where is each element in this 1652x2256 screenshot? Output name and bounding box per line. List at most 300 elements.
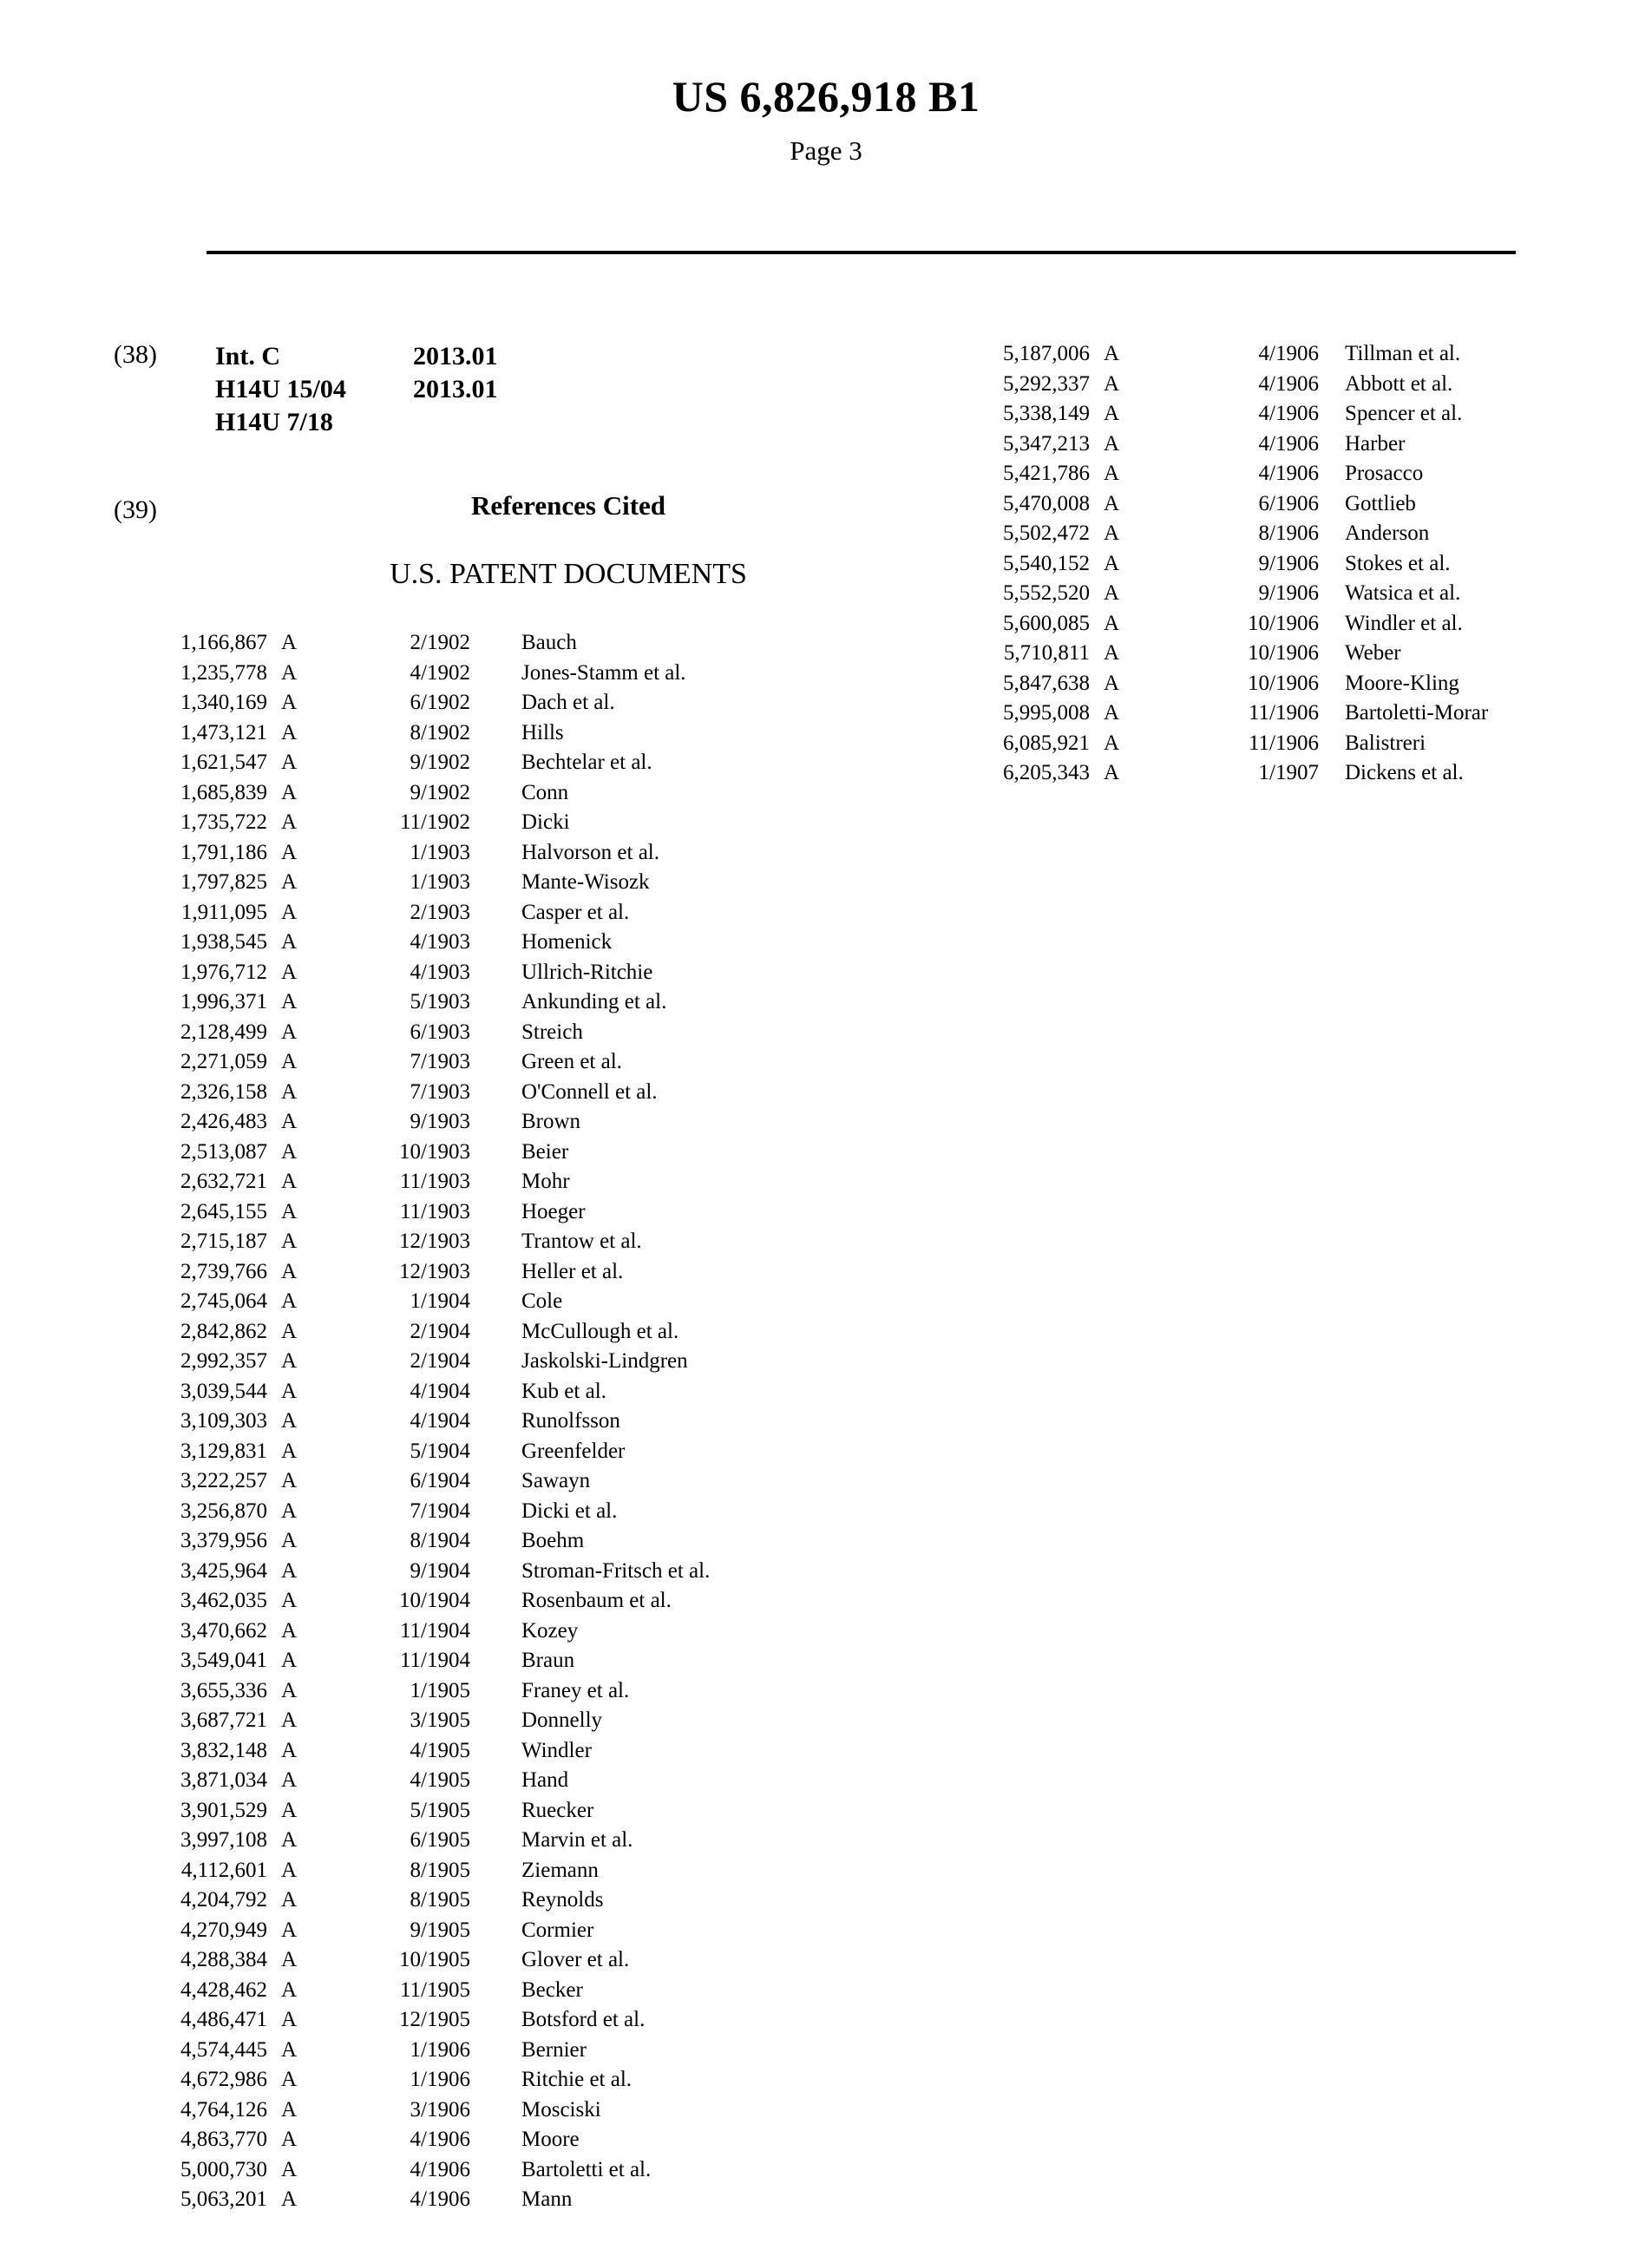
reference-row <box>174 1227 781 1257</box>
inventor-cell: Stokes et al. <box>1345 551 1451 575</box>
patent-number-cell: 4,672,986 <box>180 2068 267 2091</box>
date-cell: 11/1904 <box>399 1649 470 1672</box>
date-cell: 9/1904 <box>410 1558 470 1583</box>
inventor-cell: Bauch <box>521 631 577 654</box>
inventor-cell: Trantow et al. <box>521 1230 642 1253</box>
reference-row <box>174 1167 781 1197</box>
reference-row <box>174 1526 781 1557</box>
date-cell: 1/1905 <box>410 1678 470 1702</box>
reference-row <box>174 1347 781 1377</box>
patent-number-cell: 3,997,108 <box>180 1828 267 1852</box>
patent-number-cell: 5,421,786 <box>1003 462 1090 485</box>
patent-number-cell: 4,574,445 <box>180 2037 267 2062</box>
patent-number-cell: 3,462,035 <box>180 1589 267 1612</box>
kind-code-cell: A <box>281 720 298 744</box>
patent-number-cell: 6,085,921 <box>1003 731 1090 755</box>
kind-code-cell: A <box>1104 761 1120 784</box>
date-cell: 2/1904 <box>410 1319 470 1343</box>
patent-number-cell: 2,426,483 <box>180 1110 267 1133</box>
date-cell: 4/1905 <box>410 1738 470 1762</box>
patent-number-cell: 1,911,095 <box>180 900 267 924</box>
patent-number-cell: 3,256,870 <box>180 1499 267 1523</box>
inventor-cell: Hills <box>521 720 564 744</box>
inventor-cell: Braun <box>521 1649 575 1672</box>
int-cl-version: 2013.01 <box>413 375 498 403</box>
date-cell: 4/1906 <box>1258 371 1319 396</box>
kind-code-cell: A <box>281 1499 298 1523</box>
inventor-cell: Greenfelder <box>521 1439 626 1463</box>
reference-row <box>174 1885 781 1916</box>
kind-code-cell: A <box>1104 671 1120 695</box>
inventor-cell: Sawayn <box>521 1469 591 1492</box>
patent-number-cell: 3,425,964 <box>180 1558 267 1583</box>
date-cell: 11/1904 <box>399 1618 470 1643</box>
patent-number-cell: 5,470,008 <box>1003 491 1090 515</box>
reference-row <box>174 1676 781 1707</box>
reference-row <box>174 1826 781 1856</box>
kind-code-cell: A <box>281 1589 298 1612</box>
patent-number-cell: 1,621,547 <box>180 751 267 774</box>
date-cell: 3/1905 <box>410 1708 470 1732</box>
inventor-cell: Windler et al. <box>1345 611 1463 635</box>
date-cell: 3/1906 <box>410 2097 470 2122</box>
inventor-cell: Dickens et al. <box>1345 761 1464 784</box>
reference-row <box>174 2005 781 2036</box>
kind-code-cell: A <box>281 1379 298 1403</box>
reference-row <box>174 778 781 809</box>
kind-code-cell: A <box>281 1199 298 1223</box>
patent-number-cell: 3,129,831 <box>180 1439 267 1463</box>
patent-number-cell: 3,039,544 <box>180 1379 267 1403</box>
date-cell: 4/1906 <box>410 2157 470 2181</box>
inventor-cell: Mohr <box>521 1170 570 1193</box>
date-cell: 10/1906 <box>1248 641 1319 665</box>
kind-code-cell: A <box>281 1170 298 1193</box>
kind-code-cell: A <box>281 960 298 984</box>
reference-row <box>996 758 1603 789</box>
reference-row <box>174 928 781 958</box>
inventor-cell: Jones-Stamm et al. <box>521 660 686 685</box>
reference-row <box>996 519 1603 549</box>
kind-code-cell: A <box>281 2008 298 2031</box>
patent-number-cell: 4,863,770 <box>180 2128 267 2151</box>
patent-number-cell: 1,685,839 <box>180 780 267 804</box>
reference-row <box>174 688 781 718</box>
date-cell: 6/1903 <box>410 1020 470 1044</box>
patent-number-cell: 2,632,721 <box>180 1170 267 1193</box>
inventor-cell: Moore <box>521 2128 580 2151</box>
inventor-cell: Hoeger <box>521 1199 586 1223</box>
reference-row <box>996 698 1603 729</box>
kind-code-cell: A <box>281 1139 298 1164</box>
inventor-cell: Moore-Kling <box>1345 671 1459 695</box>
date-cell: 11/1903 <box>399 1170 470 1193</box>
date-cell: 1/1903 <box>410 840 470 864</box>
reference-row <box>174 1646 781 1676</box>
patent-number-cell: 4,288,384 <box>180 1948 267 1971</box>
reference-row <box>174 1437 781 1467</box>
kind-code-cell: A <box>281 1110 298 1133</box>
inventor-cell: Weber <box>1345 641 1401 665</box>
inventor-cell: Beier <box>521 1139 569 1164</box>
header-divider <box>206 251 1516 254</box>
kind-code-cell: A <box>281 2128 298 2151</box>
inventor-cell: Stroman-Fritsch et al. <box>521 1558 711 1583</box>
inventor-cell: Anderson <box>1345 521 1430 545</box>
date-cell: 6/1905 <box>410 1828 470 1852</box>
references-left-column <box>174 628 781 2215</box>
kind-code-cell: A <box>281 1558 298 1583</box>
reference-row <box>174 628 781 659</box>
kind-code-cell: A <box>281 1230 298 1253</box>
kind-code-cell: A <box>281 1259 298 1283</box>
date-cell: 1/1903 <box>410 870 470 894</box>
inventor-cell: Balistreri <box>1345 731 1426 755</box>
date-cell: 11/1905 <box>399 1977 470 2002</box>
int-cl-code: Int. C <box>215 342 281 371</box>
patent-number-cell: 5,552,520 <box>1003 581 1090 605</box>
reference-row <box>174 1377 781 1407</box>
inventor-cell: Kozey <box>521 1618 579 1643</box>
date-cell: 11/1903 <box>399 1199 470 1223</box>
patent-number-cell: 5,600,085 <box>1003 611 1090 635</box>
patent-number-cell: 2,715,187 <box>180 1230 267 1253</box>
kind-code-cell: A <box>1104 342 1120 365</box>
kind-code-cell: A <box>281 1858 298 1882</box>
patent-number-cell: 5,502,472 <box>1003 521 1090 545</box>
patent-number-cell: 1,735,722 <box>180 810 267 834</box>
inventor-cell: Watsica et al. <box>1345 581 1461 605</box>
kind-code-cell: A <box>281 1409 298 1433</box>
inventor-cell: Bechtelar et al. <box>521 751 652 774</box>
reference-row <box>174 748 781 778</box>
reference-row <box>174 1766 781 1796</box>
patent-number-cell: 6,205,343 <box>1003 761 1090 784</box>
reference-row <box>174 2185 781 2215</box>
patent-number-cell: 1,166,867 <box>180 631 267 654</box>
kind-code-cell: A <box>281 1918 298 1942</box>
reference-row <box>174 718 781 749</box>
int-cl-version: 2013.01 <box>413 342 498 371</box>
patent-number-cell: 4,428,462 <box>180 1977 267 2002</box>
reference-row <box>174 1557 781 1587</box>
inventor-cell: Donnelly <box>521 1708 603 1732</box>
reference-row <box>174 838 781 869</box>
reference-row <box>996 639 1603 669</box>
inventor-cell: Abbott et al. <box>1345 371 1453 396</box>
inventor-cell: O'Connell et al. <box>521 1079 658 1104</box>
date-cell: 11/1902 <box>399 810 470 834</box>
inventor-cell: Botsford et al. <box>521 2008 646 2031</box>
reference-row <box>174 1107 781 1138</box>
kind-code-cell: A <box>281 900 298 924</box>
reference-row <box>174 2065 781 2095</box>
inventor-cell: Hand <box>521 1768 569 1792</box>
patent-number-cell: 5,063,201 <box>180 2187 267 2211</box>
patent-number-cell: 1,938,545 <box>180 930 267 954</box>
int-cl-row <box>215 373 498 406</box>
date-cell: 11/1906 <box>1248 701 1319 725</box>
patent-number-cell: 4,486,471 <box>180 2008 267 2031</box>
date-cell: 5/1904 <box>410 1439 470 1463</box>
reference-row <box>174 1078 781 1108</box>
inventor-cell: Cormier <box>521 1918 594 1942</box>
date-cell: 12/1903 <box>399 1259 470 1283</box>
inventor-cell: Mosciski <box>521 2097 601 2122</box>
patent-number-cell: 2,645,155 <box>180 1199 267 1223</box>
date-cell: 9/1902 <box>410 780 470 804</box>
inventor-cell: Brown <box>521 1110 581 1133</box>
date-cell: 5/1905 <box>410 1798 470 1822</box>
reference-row <box>174 1916 781 1946</box>
kind-code-cell: A <box>281 2068 298 2091</box>
patent-number-cell: 4,270,949 <box>180 1918 267 1942</box>
date-cell: 9/1906 <box>1258 581 1319 605</box>
date-cell: 4/1906 <box>410 2128 470 2151</box>
reference-row <box>174 1796 781 1826</box>
date-cell: 2/1904 <box>410 1349 470 1373</box>
patent-number-cell: 3,871,034 <box>180 1768 267 1792</box>
reference-row <box>174 2155 781 2186</box>
kind-code-cell: A <box>281 1618 298 1643</box>
inventor-cell: Ankunding et al. <box>521 990 667 1013</box>
inventor-cell: Gottlieb <box>1345 491 1416 515</box>
patent-number-cell: 1,340,169 <box>180 691 267 714</box>
kind-code-cell: A <box>281 751 298 774</box>
date-cell: 11/1906 <box>1248 731 1319 755</box>
inventor-cell: Heller et al. <box>521 1259 624 1283</box>
kind-code-cell: A <box>1104 371 1120 396</box>
inventor-cell: Dach et al. <box>521 691 615 714</box>
reference-row <box>174 1407 781 1437</box>
kind-code-cell: A <box>281 1708 298 1732</box>
date-cell: 4/1902 <box>410 660 470 685</box>
inventor-cell: Becker <box>521 1977 583 2002</box>
date-cell: 8/1904 <box>410 1529 470 1552</box>
kind-code-cell: A <box>281 930 298 954</box>
reference-row <box>174 2095 781 2126</box>
kind-code-cell: A <box>1104 402 1120 425</box>
reference-row <box>174 1736 781 1767</box>
patent-number-cell: 5,347,213 <box>1003 431 1090 456</box>
date-cell: 8/1902 <box>410 720 470 744</box>
reference-row <box>174 1617 781 1647</box>
kind-code-cell: A <box>1104 731 1120 755</box>
kind-code-cell: A <box>281 1798 298 1822</box>
int-cl-code: H14U 7/18 <box>215 408 333 436</box>
reference-row <box>174 987 781 1018</box>
reference-row <box>996 370 1603 400</box>
patent-number-cell: 3,687,721 <box>180 1708 267 1732</box>
patent-number-cell: 5,338,149 <box>1003 402 1090 425</box>
patent-number-cell: 3,901,529 <box>180 1798 267 1822</box>
date-cell: 4/1904 <box>410 1409 470 1433</box>
inventor-cell: Kub et al. <box>521 1379 606 1403</box>
kind-code-cell: A <box>281 631 298 654</box>
kind-code-cell: A <box>281 691 298 714</box>
inventor-cell: Tillman et al. <box>1345 342 1461 365</box>
reference-row <box>996 459 1603 489</box>
reference-row <box>174 808 781 838</box>
kind-code-cell: A <box>281 660 298 685</box>
kind-code-cell: A <box>281 1768 298 1792</box>
references-right-column <box>996 339 1603 789</box>
patent-number-cell: 3,549,041 <box>180 1649 267 1672</box>
kind-code-cell: A <box>281 1888 298 1912</box>
references-cited-title: References Cited <box>470 490 666 521</box>
kind-code-cell: A <box>281 1439 298 1463</box>
reference-row <box>996 339 1603 370</box>
patent-number-cell: 5,710,811 <box>1003 641 1090 665</box>
reference-row <box>174 1706 781 1736</box>
patent-number-cell: 2,739,766 <box>180 1259 267 1283</box>
inventor-cell: Reynolds <box>521 1888 604 1912</box>
date-cell: 12/1905 <box>399 2008 470 2031</box>
patent-number-cell: 5,000,730 <box>180 2157 267 2181</box>
kind-code-cell: A <box>281 2097 298 2122</box>
inventor-cell: Spencer et al. <box>1345 402 1463 425</box>
date-cell: 4/1906 <box>1258 462 1319 485</box>
int-cl-row <box>215 406 498 439</box>
patent-number-cell: 3,109,303 <box>180 1409 267 1433</box>
kind-code-cell: A <box>1104 551 1120 575</box>
inventor-cell: Glover et al. <box>521 1948 630 1971</box>
kind-code-cell: A <box>1104 521 1120 545</box>
reference-row <box>174 1287 781 1317</box>
inventor-cell: Ullrich-Ritchie <box>521 960 653 984</box>
patent-number-cell: 2,271,059 <box>180 1050 267 1073</box>
kind-code-cell: A <box>1104 611 1120 635</box>
inventor-cell: Jaskolski-Lindgren <box>521 1349 688 1373</box>
inventor-cell: Ritchie et al. <box>521 2068 633 2091</box>
inventor-cell: Rosenbaum et al. <box>521 1589 672 1612</box>
date-cell: 4/1903 <box>410 930 470 954</box>
kind-code-cell: A <box>281 2157 298 2181</box>
patent-number-cell: 5,540,152 <box>1003 551 1090 575</box>
int-cl-code: H14U 15/04 <box>215 375 346 403</box>
patent-number-cell: 4,204,792 <box>180 1888 267 1912</box>
patent-number-cell: 3,832,148 <box>180 1738 267 1762</box>
kind-code-cell: A <box>281 1319 298 1343</box>
kind-code-cell: A <box>281 840 298 864</box>
reference-row <box>174 2125 781 2155</box>
kind-code-cell: A <box>281 1977 298 2002</box>
kind-code-cell: A <box>281 2037 298 2062</box>
date-cell: 8/1905 <box>410 1888 470 1912</box>
inventor-cell: Boehm <box>521 1529 585 1552</box>
patent-number-cell: 4,764,126 <box>180 2097 267 2122</box>
date-cell: 6/1906 <box>1258 491 1319 515</box>
date-cell: 4/1906 <box>1258 402 1319 425</box>
reference-row <box>174 1976 781 2006</box>
reference-row <box>174 1466 781 1497</box>
inventor-cell: Mann <box>521 2187 573 2211</box>
inventor-cell: Windler <box>521 1738 592 1762</box>
patent-number-cell: 2,745,064 <box>180 1289 267 1313</box>
reference-row <box>174 659 781 689</box>
inventor-cell: Bartoletti et al. <box>521 2157 652 2181</box>
kind-code-cell: A <box>281 870 298 894</box>
kind-code-cell: A <box>281 1678 298 1702</box>
kind-code-cell: A <box>281 780 298 804</box>
date-cell: 9/1905 <box>410 1918 470 1942</box>
date-cell: 4/1906 <box>410 2187 470 2211</box>
date-cell: 5/1903 <box>410 990 470 1013</box>
date-cell: 8/1906 <box>1258 521 1319 545</box>
reference-row <box>174 1257 781 1288</box>
kind-code-cell: A <box>281 1469 298 1492</box>
kind-code-cell: A <box>1104 431 1120 456</box>
inventor-cell: Ziemann <box>521 1858 599 1882</box>
reference-row <box>996 729 1603 759</box>
patent-number-cell: 4,112,601 <box>180 1858 267 1882</box>
date-cell: 7/1903 <box>410 1050 470 1073</box>
reference-row <box>996 549 1603 580</box>
reference-row <box>996 399 1603 430</box>
date-cell: 1/1906 <box>410 2037 470 2062</box>
kind-code-cell: A <box>1104 701 1120 725</box>
reference-row <box>174 1497 781 1527</box>
int-cl-tag: (38) <box>114 340 157 369</box>
inventor-cell: Green et al. <box>521 1050 622 1073</box>
reference-row <box>174 2036 781 2066</box>
patent-number-cell: 1,976,712 <box>180 960 267 984</box>
date-cell: 1/1906 <box>410 2068 470 2091</box>
patent-number-cell: 3,379,956 <box>180 1529 267 1552</box>
date-cell: 4/1906 <box>1258 431 1319 456</box>
patent-number-cell: 2,128,499 <box>180 1020 267 1044</box>
patent-number: US 6,826,918 B1 <box>672 72 980 121</box>
kind-code-cell: A <box>281 810 298 834</box>
int-cl-block <box>215 340 498 439</box>
reference-row <box>174 1586 781 1617</box>
kind-code-cell: A <box>281 1828 298 1852</box>
inventor-cell: Bernier <box>521 2037 587 2062</box>
date-cell: 8/1905 <box>410 1858 470 1882</box>
inventor-cell: Franey et al. <box>521 1678 630 1702</box>
reference-row <box>996 430 1603 460</box>
reference-row <box>174 1047 781 1078</box>
patent-number-cell: 3,470,662 <box>180 1618 267 1643</box>
inventor-cell: Halvorson et al. <box>521 840 659 864</box>
kind-code-cell: A <box>1104 641 1120 665</box>
date-cell: 10/1904 <box>399 1589 470 1612</box>
reference-row <box>174 1856 781 1886</box>
kind-code-cell: A <box>281 2187 298 2211</box>
reference-row <box>174 958 781 988</box>
patent-number-cell: 3,222,257 <box>180 1469 267 1492</box>
inventor-cell: Prosacco <box>1345 462 1424 485</box>
kind-code-cell: A <box>281 990 298 1013</box>
kind-code-cell: A <box>281 1649 298 1672</box>
date-cell: 4/1903 <box>410 960 470 984</box>
date-cell: 2/1902 <box>410 631 470 654</box>
kind-code-cell: A <box>281 1529 298 1552</box>
reference-row <box>174 1317 781 1348</box>
patent-number-cell: 1,996,371 <box>180 990 267 1013</box>
kind-code-cell: A <box>281 1349 298 1373</box>
patent-number-cell: 2,842,862 <box>180 1319 267 1343</box>
date-cell: 10/1906 <box>1248 671 1319 695</box>
reference-row <box>174 868 781 898</box>
inventor-cell: Harber <box>1345 431 1406 456</box>
patent-number-cell: 2,326,158 <box>180 1079 267 1104</box>
inventor-cell: Cole <box>521 1289 563 1313</box>
inventor-cell: Ruecker <box>521 1798 594 1822</box>
patent-number-cell: 1,473,121 <box>180 720 267 744</box>
patent-number-cell: 5,187,006 <box>1003 342 1090 365</box>
date-cell: 7/1903 <box>410 1079 470 1104</box>
